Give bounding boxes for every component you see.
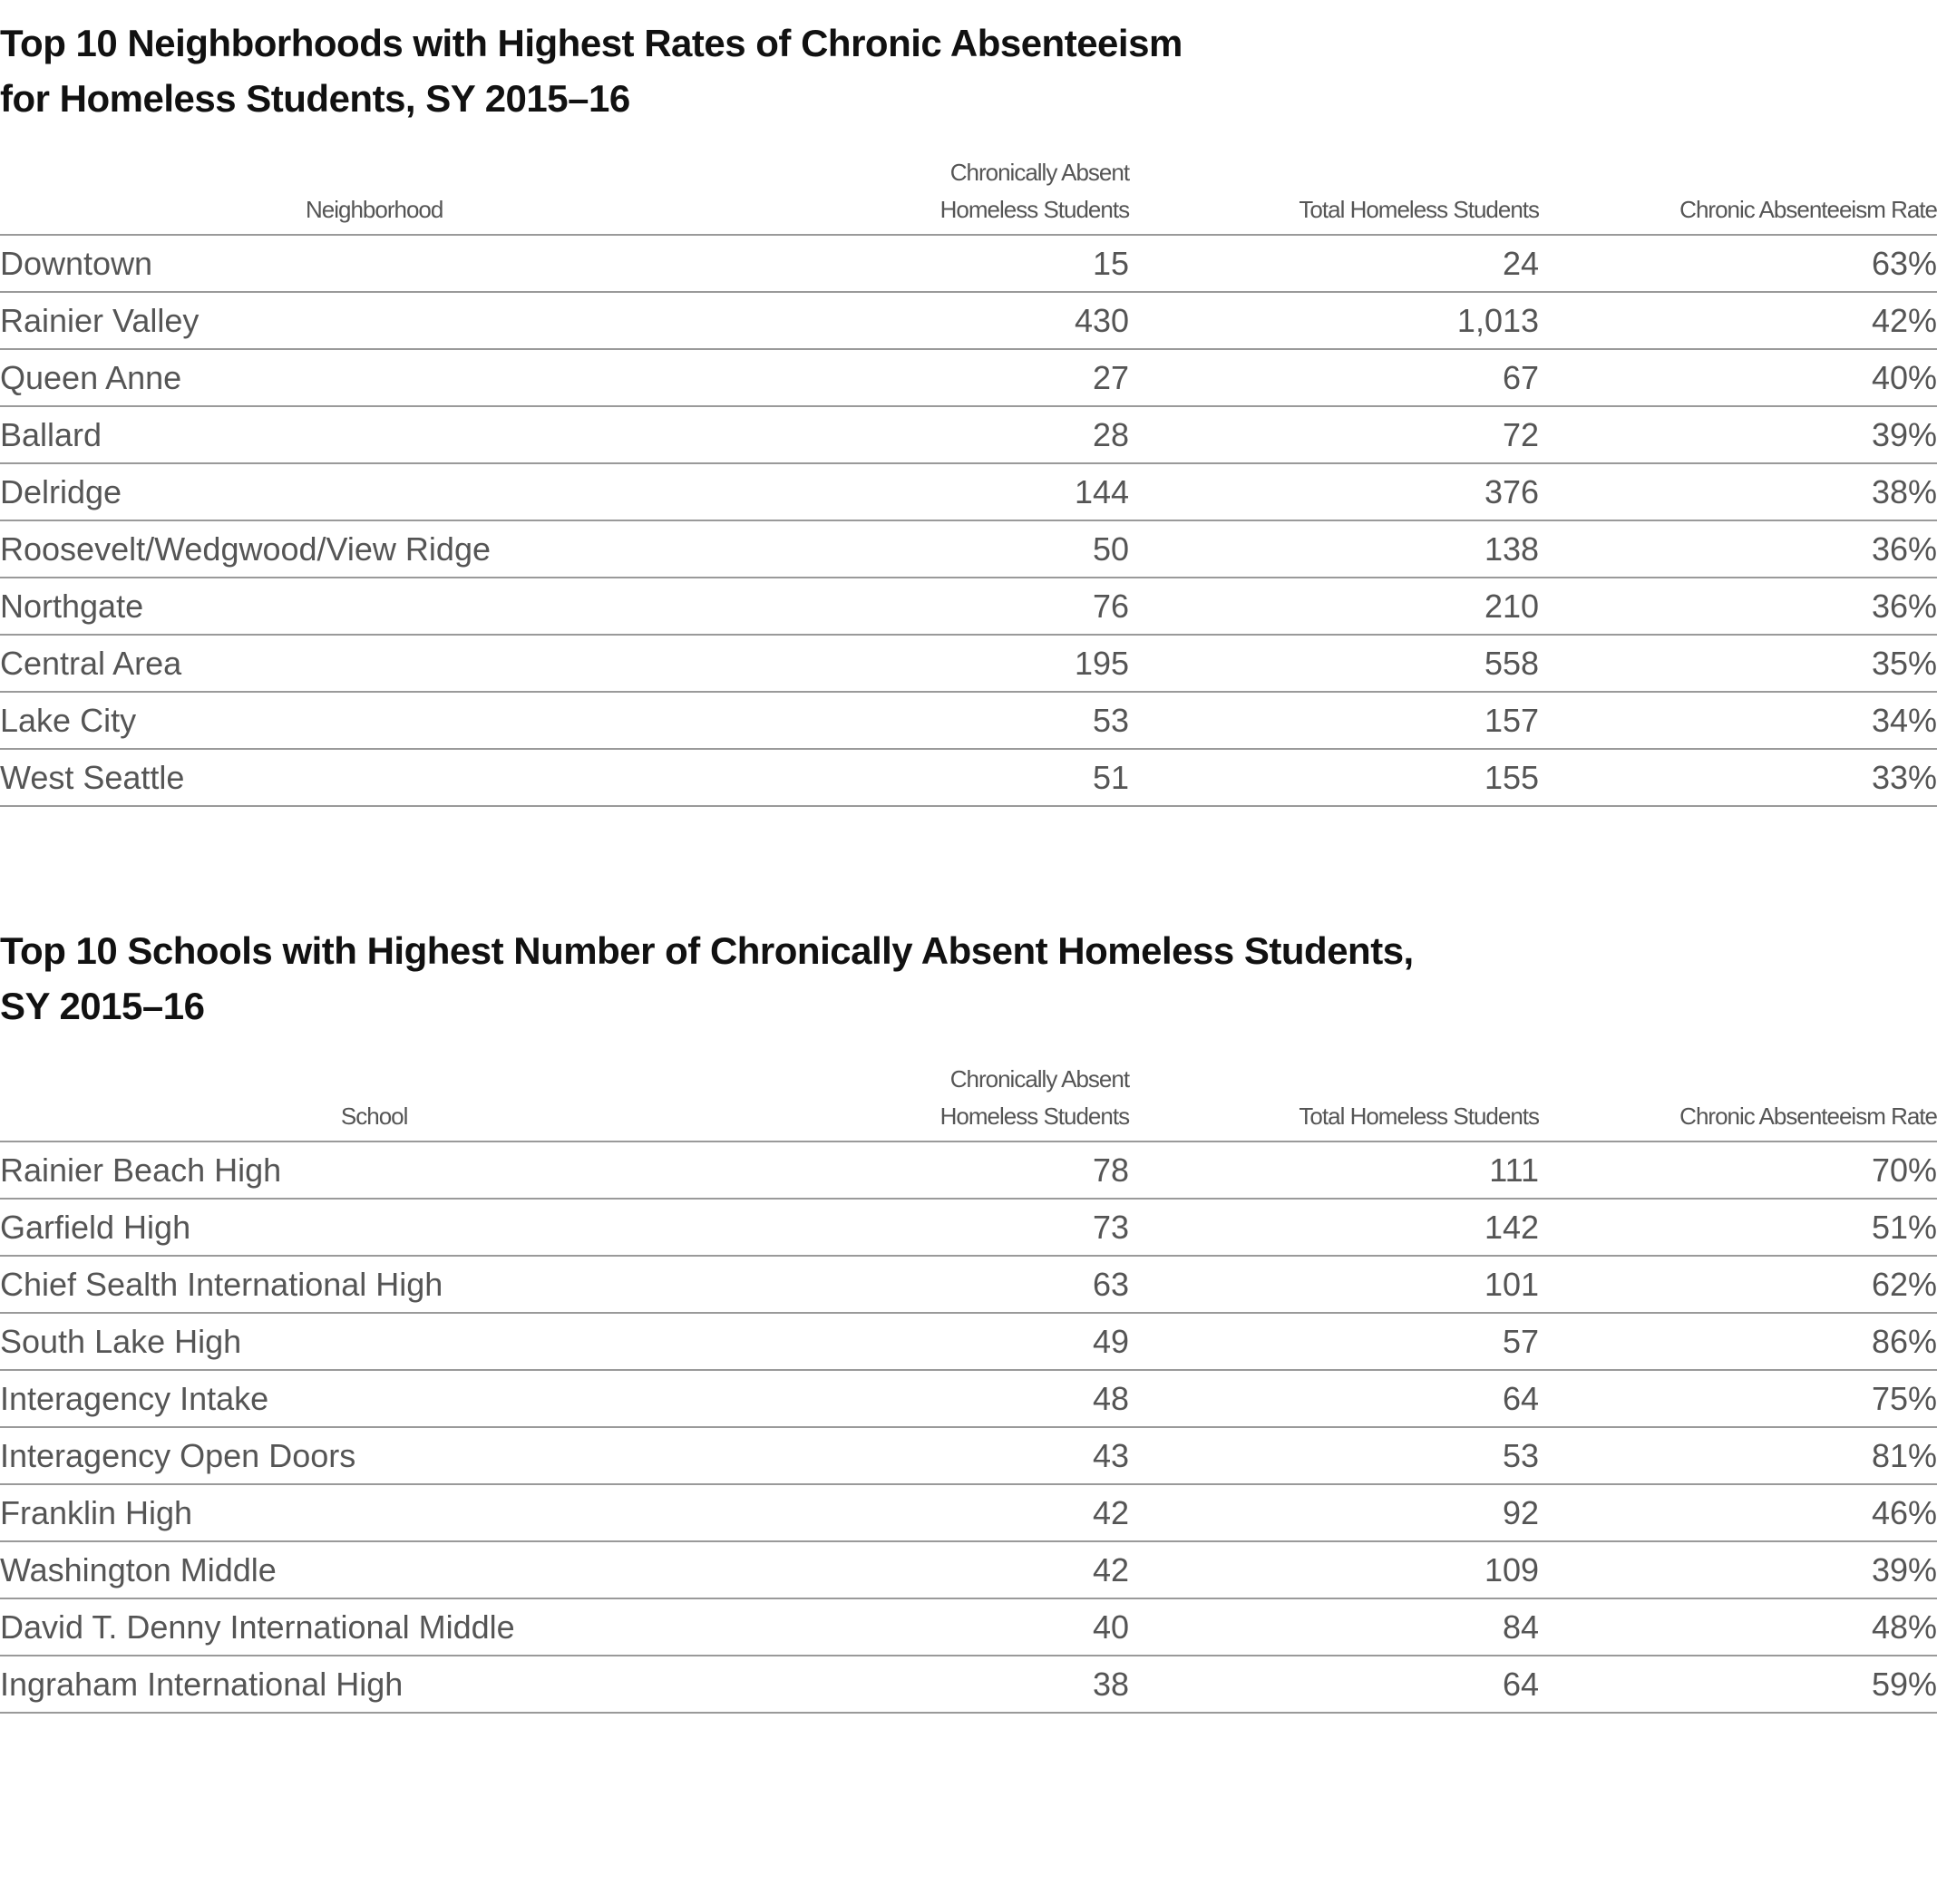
column-header-rate: Chronic Absenteeism Rate (1539, 1061, 1937, 1141)
table-row (0, 1541, 1937, 1598)
table-row (0, 406, 1937, 463)
title-line-2: SY 2015–16 (0, 985, 205, 1027)
neighborhoods-section (0, 15, 1937, 126)
table-row (0, 692, 1937, 749)
rate-value: 39% (1539, 1541, 1937, 1598)
absent-count: 78 (748, 1141, 1129, 1199)
schools-title (0, 923, 1937, 1034)
column-header-rate: Chronic Absenteeism Rate (1539, 154, 1937, 235)
total-count: 111 (1129, 1141, 1539, 1199)
total-count: 210 (1129, 578, 1539, 635)
neighborhood-name: West Seattle (0, 749, 748, 806)
schools-section (0, 923, 1937, 1034)
title-line-1: Top 10 Neighborhoods with Highest Rates of Chronic Absenteeism (0, 22, 1183, 64)
rate-value: 40% (1539, 349, 1937, 406)
total-count: 1,013 (1129, 292, 1539, 349)
rate-value: 35% (1539, 635, 1937, 692)
total-count: 57 (1129, 1313, 1539, 1370)
absent-count: 48 (748, 1370, 1129, 1427)
absent-count: 49 (748, 1313, 1129, 1370)
absent-count: 51 (748, 749, 1129, 806)
column-header-chronically-absent: Chronically Absent Homeless Students (748, 1061, 1129, 1141)
header-row (0, 154, 1937, 235)
school-name: Chief Sealth International High (0, 1256, 748, 1313)
absent-count: 28 (748, 406, 1129, 463)
total-count: 157 (1129, 692, 1539, 749)
absent-count: 76 (748, 578, 1129, 635)
rate-value: 48% (1539, 1598, 1937, 1656)
table-row (0, 292, 1937, 349)
column-header-chronically-absent: Chronically Absent Homeless Students (748, 154, 1129, 235)
rate-value: 59% (1539, 1656, 1937, 1713)
school-name: Washington Middle (0, 1541, 748, 1598)
column-header-total-homeless: Total Homeless Students (1129, 1061, 1539, 1141)
school-name: Ingraham International High (0, 1656, 748, 1713)
neighborhoods-table (0, 154, 1937, 807)
header-row (0, 1061, 1937, 1141)
table-row (0, 1199, 1937, 1256)
rate-value: 39% (1539, 406, 1937, 463)
total-count: 142 (1129, 1199, 1539, 1256)
absent-count: 63 (748, 1256, 1129, 1313)
column-header-total-homeless: Total Homeless Students (1129, 154, 1539, 235)
rate-value: 38% (1539, 463, 1937, 520)
absent-count: 50 (748, 520, 1129, 578)
table-row (0, 749, 1937, 806)
school-name: South Lake High (0, 1313, 748, 1370)
table-row (0, 1598, 1937, 1656)
total-count: 155 (1129, 749, 1539, 806)
column-header-school: School (0, 1061, 748, 1141)
neighborhood-name: Central Area (0, 635, 748, 692)
absent-count: 42 (748, 1484, 1129, 1541)
absent-count: 144 (748, 463, 1129, 520)
total-count: 64 (1129, 1656, 1539, 1713)
neighborhood-name: Queen Anne (0, 349, 748, 406)
absent-count: 38 (748, 1656, 1129, 1713)
rate-value: 51% (1539, 1199, 1937, 1256)
schools-table (0, 1061, 1937, 1714)
total-count: 138 (1129, 520, 1539, 578)
table-row (0, 635, 1937, 692)
neighborhood-name: Lake City (0, 692, 748, 749)
table-row (0, 1256, 1937, 1313)
rate-value: 75% (1539, 1370, 1937, 1427)
total-count: 558 (1129, 635, 1539, 692)
school-name: David T. Denny International Middle (0, 1598, 748, 1656)
table-row (0, 463, 1937, 520)
table-row (0, 349, 1937, 406)
rate-value: 86% (1539, 1313, 1937, 1370)
rate-value: 34% (1539, 692, 1937, 749)
title-line-2: for Homeless Students, SY 2015–16 (0, 77, 630, 120)
title-line-1: Top 10 Schools with Highest Number of Chronically Absent Homeless Students, (0, 929, 1414, 972)
rate-value: 62% (1539, 1256, 1937, 1313)
total-count: 376 (1129, 463, 1539, 520)
absent-count: 43 (748, 1427, 1129, 1484)
rate-value: 33% (1539, 749, 1937, 806)
school-name: Franklin High (0, 1484, 748, 1541)
absent-count: 430 (748, 292, 1129, 349)
rate-value: 70% (1539, 1141, 1937, 1199)
school-name: Rainier Beach High (0, 1141, 748, 1199)
absent-count: 195 (748, 635, 1129, 692)
table-row (0, 1370, 1937, 1427)
column-header-neighborhood: Neighborhood (0, 154, 748, 235)
rate-value: 46% (1539, 1484, 1937, 1541)
table-row (0, 1313, 1937, 1370)
neighborhood-name: Roosevelt/Wedgwood/View Ridge (0, 520, 748, 578)
neighborhood-name: Delridge (0, 463, 748, 520)
neighborhood-name: Ballard (0, 406, 748, 463)
absent-count: 40 (748, 1598, 1129, 1656)
table-row (0, 1141, 1937, 1199)
total-count: 72 (1129, 406, 1539, 463)
table-row (0, 520, 1937, 578)
school-name: Garfield High (0, 1199, 748, 1256)
school-name: Interagency Open Doors (0, 1427, 748, 1484)
total-count: 101 (1129, 1256, 1539, 1313)
absent-count: 73 (748, 1199, 1129, 1256)
total-count: 84 (1129, 1598, 1539, 1656)
rate-value: 63% (1539, 235, 1937, 292)
rate-value: 42% (1539, 292, 1937, 349)
total-count: 92 (1129, 1484, 1539, 1541)
table-row (0, 1656, 1937, 1713)
table-row (0, 235, 1937, 292)
total-count: 53 (1129, 1427, 1539, 1484)
absent-count: 42 (748, 1541, 1129, 1598)
total-count: 24 (1129, 235, 1539, 292)
school-name: Interagency Intake (0, 1370, 748, 1427)
neighborhood-name: Northgate (0, 578, 748, 635)
table-row (0, 1427, 1937, 1484)
total-count: 109 (1129, 1541, 1539, 1598)
rate-value: 36% (1539, 578, 1937, 635)
table-row (0, 578, 1937, 635)
total-count: 64 (1129, 1370, 1539, 1427)
total-count: 67 (1129, 349, 1539, 406)
neighborhood-name: Rainier Valley (0, 292, 748, 349)
neighborhoods-title (0, 15, 1937, 126)
absent-count: 27 (748, 349, 1129, 406)
rate-value: 81% (1539, 1427, 1937, 1484)
table-row (0, 1484, 1937, 1541)
absent-count: 15 (748, 235, 1129, 292)
absent-count: 53 (748, 692, 1129, 749)
rate-value: 36% (1539, 520, 1937, 578)
neighborhood-name: Downtown (0, 235, 748, 292)
